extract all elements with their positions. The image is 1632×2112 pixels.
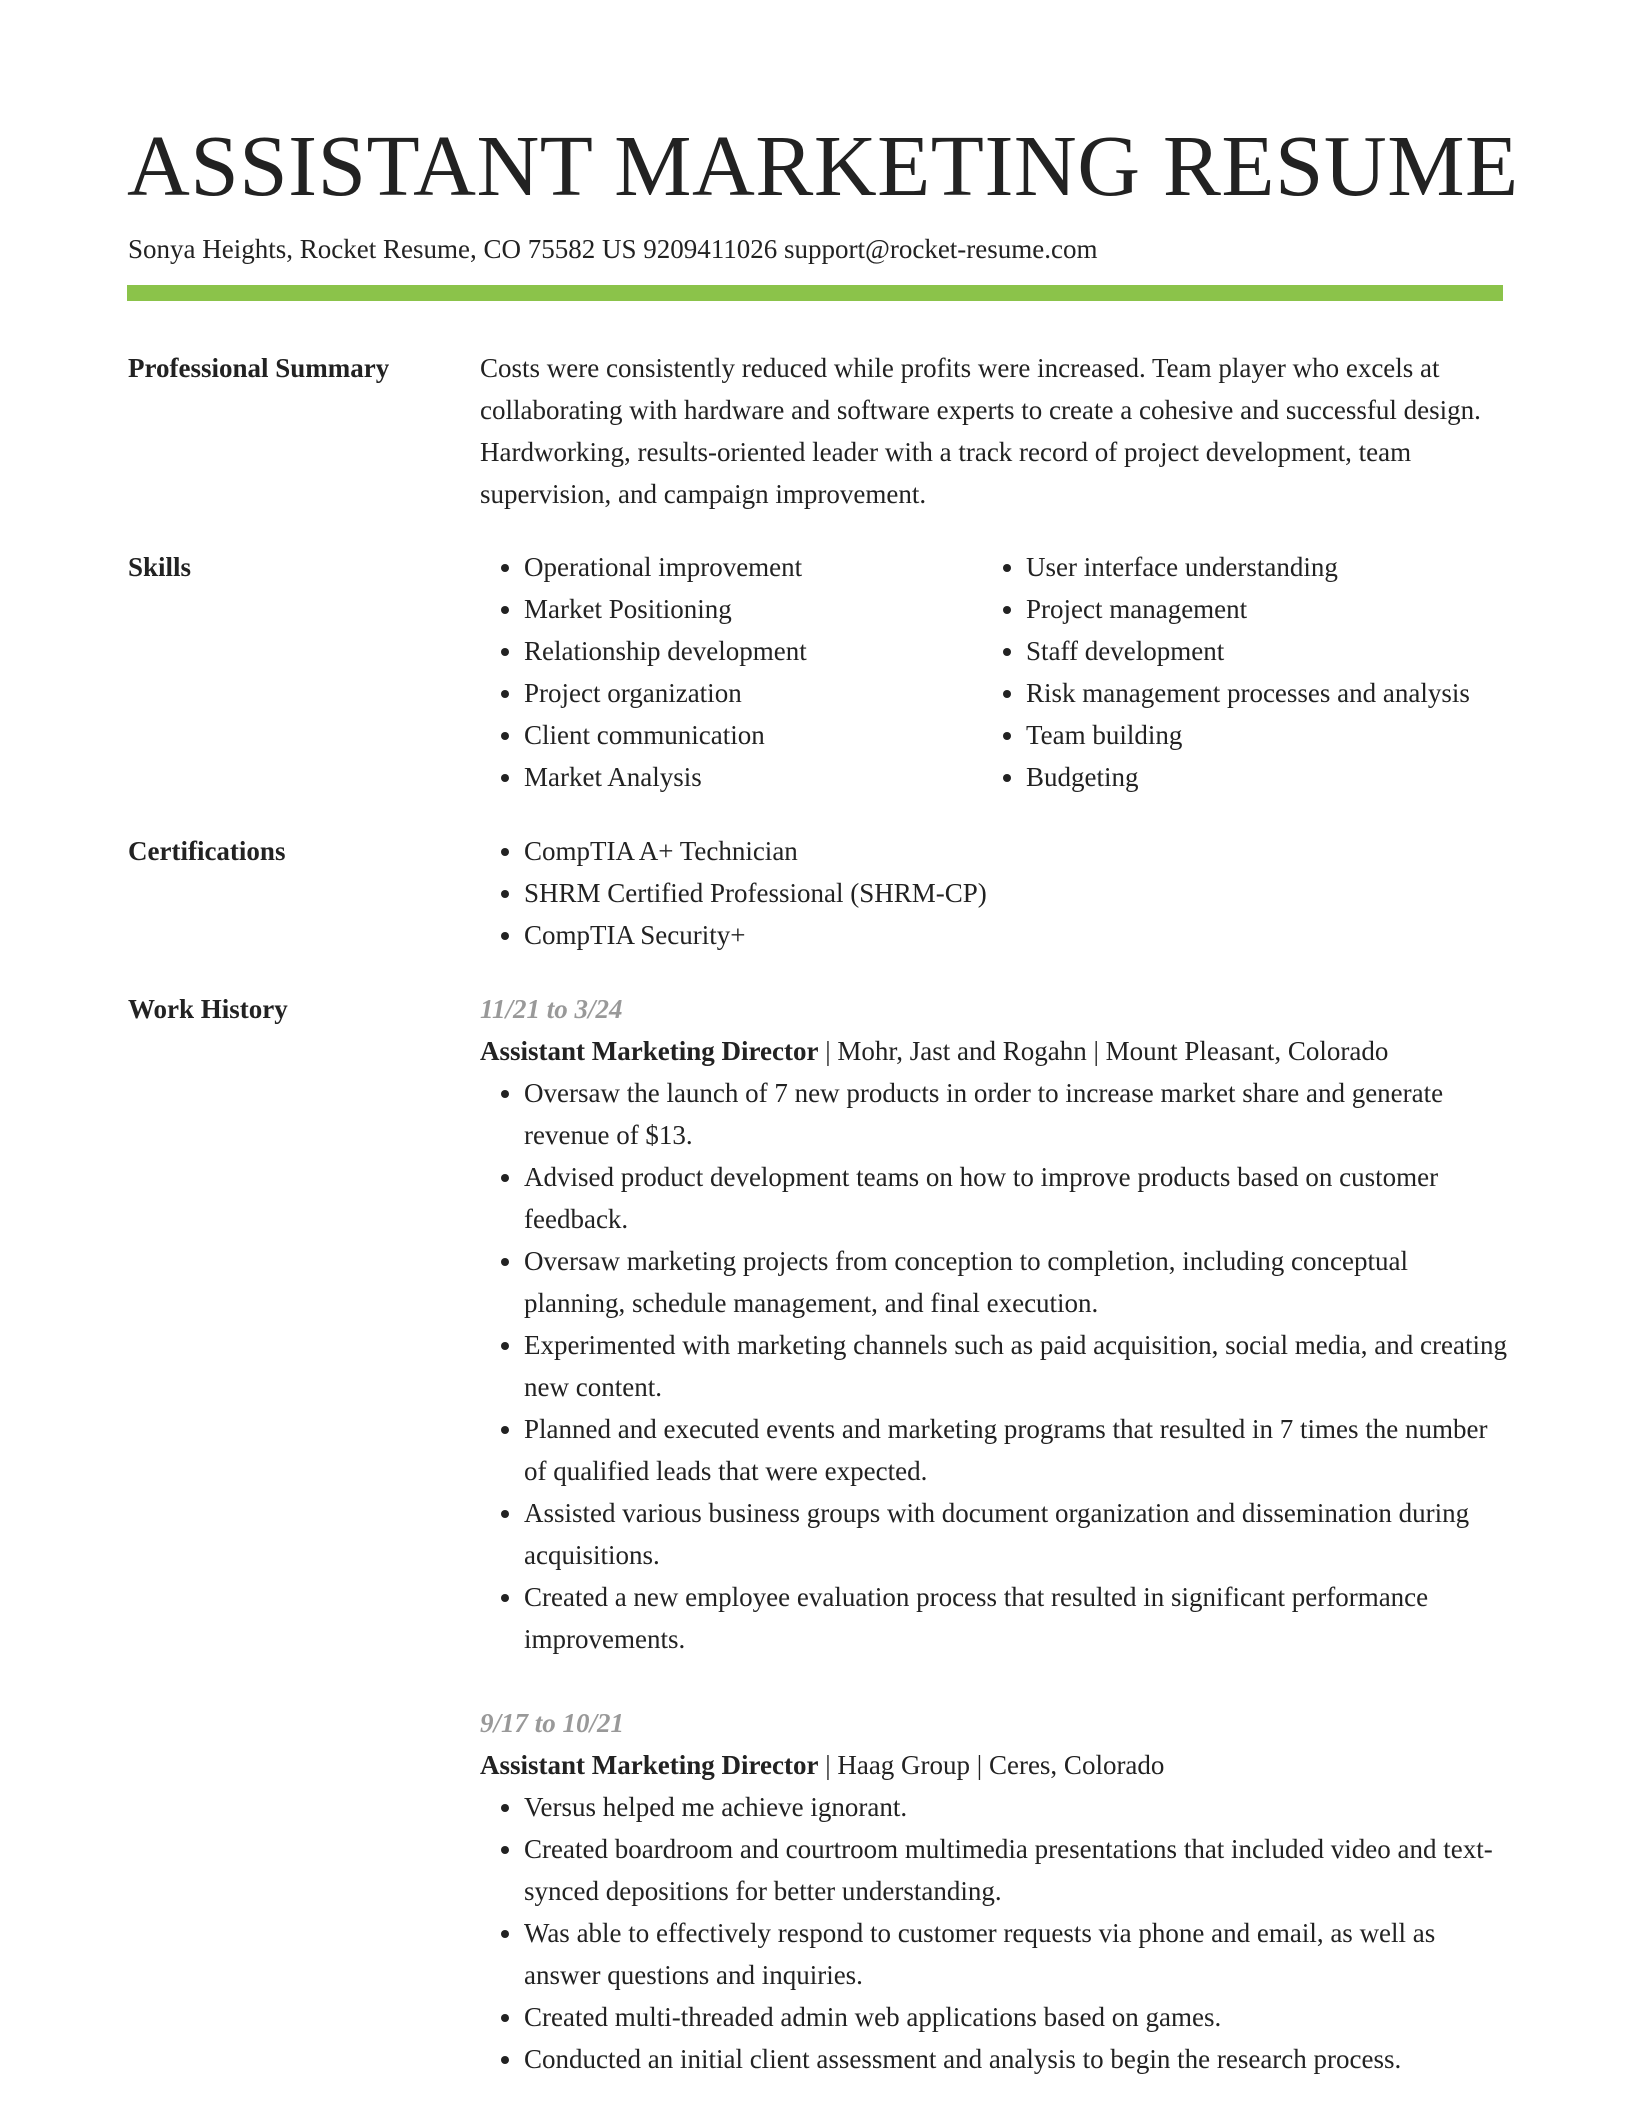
job-entry — [480, 1702, 1510, 2080]
job-details: | Mohr, Jast and Rogahn | Mount Pleasant, Colorado — [818, 1036, 1389, 1066]
job-bullet: • Created boardroom and courtroom multimedia presentations that included video and text-synced depositions for better understanding. — [524, 1828, 1510, 1912]
certification-item: • CompTIA A+ Technician — [524, 830, 1510, 872]
contact-line: Sonya Heights, Rocket Resume, CO 75582 US 9209411026 support@rocket-resume.com — [128, 234, 1098, 264]
job-bullet: • Created a new employee evaluation process that resulted in significant performance improvements. — [524, 1576, 1510, 1660]
skill-item: • Risk management processes and analysis — [1026, 672, 1556, 714]
skills-list-right — [982, 546, 1556, 798]
skill-item: • User interface understanding — [1026, 546, 1556, 588]
job-entry — [480, 988, 1510, 1660]
job-dates: 9/17 to 10/21 — [480, 1708, 625, 1738]
job-bullet: • Versus helped me achieve ignorant. — [524, 1786, 1510, 1828]
skill-item: • Staff development — [1026, 630, 1556, 672]
summary-text: Costs were consistently reduced while profits were increased. Team player who excels at collaborating with hardware and software experts to create a cohesive and successful design. Hardworking, results-oriented leader with a track record of project development, team supervision, and campaign improvement. — [480, 353, 1481, 509]
certifications-list — [480, 830, 1510, 956]
job-role-line — [480, 1744, 1510, 1786]
job-bullet: • Advised product development teams on how to improve products based on customer feedback. — [524, 1156, 1510, 1240]
job-bullet-list — [480, 1786, 1510, 2080]
accent-divider — [127, 285, 1503, 301]
skill-item: • Team building — [1026, 714, 1556, 756]
job-bullet: • Conducted an initial client assessment and analysis to begin the research process. — [524, 2038, 1510, 2080]
skill-item: • Relationship development — [524, 630, 1024, 672]
skill-item: • Project management — [1026, 588, 1556, 630]
skill-item: • Budgeting — [1026, 756, 1556, 798]
certification-item: • CompTIA Security+ — [524, 914, 1510, 956]
certifications-label: Certifications — [128, 836, 286, 866]
job-bullet: • Planned and executed events and marketing programs that resulted in 7 times the number of qualified leads that were expected. — [524, 1408, 1510, 1492]
job-bullet-list — [480, 1072, 1510, 1660]
skill-item: • Operational improvement — [524, 546, 1024, 588]
certifications-content — [480, 830, 1510, 956]
skills-list-left — [480, 546, 1024, 798]
work-history-label: Work History — [128, 994, 288, 1024]
skills-label: Skills — [128, 552, 192, 582]
job-title: Assistant Marketing Director — [480, 1036, 819, 1066]
job-bullet: • Assisted various business groups with document organization and dissemination during acquisitions. — [524, 1492, 1510, 1576]
skill-item: • Market Analysis — [524, 756, 1024, 798]
skill-item: • Client communication — [524, 714, 1024, 756]
resume-title: ASSISTANT MARKETING RESUME — [127, 117, 1519, 214]
job-role-line — [480, 1030, 1510, 1072]
job-details: | Haag Group | Ceres, Colorado — [818, 1750, 1165, 1780]
work-history-content — [480, 988, 1510, 2088]
skill-item: • Market Positioning — [524, 588, 1024, 630]
summary-label: Professional Summary — [128, 353, 390, 383]
skills-content — [480, 546, 1510, 798]
job-bullet: • Was able to effectively respond to customer requests via phone and email, as well as answer questions and inquiries. — [524, 1912, 1510, 1996]
job-bullet: • Created multi-threaded admin web applications based on games. — [524, 1996, 1510, 2038]
job-dates: 11/21 to 3/24 — [480, 994, 623, 1024]
job-bullet: • Oversaw marketing projects from conception to completion, including conceptual planning, schedule management, and final execution. — [524, 1240, 1510, 1324]
job-title: Assistant Marketing Director — [480, 1750, 819, 1780]
skill-item: • Project organization — [524, 672, 1024, 714]
job-bullet: • Experimented with marketing channels such as paid acquisition, social media, and creating new content. — [524, 1324, 1510, 1408]
certification-item: • SHRM Certified Professional (SHRM-CP) — [524, 872, 1510, 914]
job-bullet: • Oversaw the launch of 7 new products in order to increase market share and generate revenue of $13. — [524, 1072, 1510, 1156]
